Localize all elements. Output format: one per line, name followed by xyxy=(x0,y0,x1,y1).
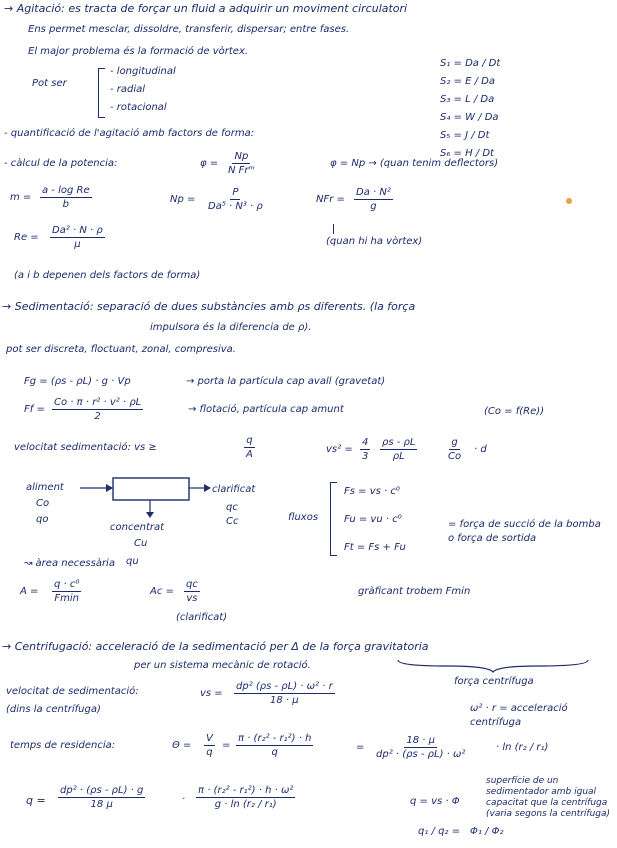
np-numerator: P xyxy=(232,187,239,198)
vs2-frac-a xyxy=(360,436,370,463)
vs-min-fraction xyxy=(244,434,255,461)
q-frac-b-num: π · (r₂² - r₁²) · h · ω² xyxy=(198,785,294,796)
phi-np-relation: φ = Np → (quan tenim deflectors) xyxy=(330,158,499,169)
cc-label: Cc xyxy=(226,516,239,527)
phi-numerator: Np xyxy=(234,151,249,162)
accel-note: ω² · r = acceleració centrífuga xyxy=(470,703,568,728)
m-eq-lhs: m = xyxy=(10,192,32,203)
vs2-frac-a-den: 3 xyxy=(362,451,369,462)
a-fraction xyxy=(52,578,81,605)
vs2-frac-c xyxy=(446,436,463,463)
vs2-eq-lhs: vs² = xyxy=(326,444,353,455)
theta-frac-c-num: 18 · μ xyxy=(406,735,436,746)
succio-note: = força de succió de la bomba o força de sortida xyxy=(448,519,601,544)
centrifugacio-line2: per un sistema mecànic de rotació. xyxy=(134,660,311,671)
theta-eq-sign-2: = xyxy=(356,742,365,753)
theta-tail: · ln (r₂ / r₁) xyxy=(496,742,549,753)
vs2-tail: · d xyxy=(474,444,487,455)
forca-centrifuga-label: força centrífuga xyxy=(454,676,534,687)
theta-frac-b-den: q xyxy=(271,747,278,758)
ff-denominator: 2 xyxy=(94,411,101,422)
temps-residencia-label: temps de residencia: xyxy=(10,740,116,751)
superficie-note: superfície de un sedimentador amb igual capacitat que la centrífuga (varia segons la centrífuga) xyxy=(486,776,611,819)
centr-vs-denominator: 18 · μ xyxy=(270,695,299,706)
clarificat-note: (clarificat) xyxy=(176,612,228,623)
centrifugal-force-brace xyxy=(398,660,598,672)
theta-frac-c-den: dp² · (ρs - ρL) · ω² xyxy=(376,749,466,760)
np-eq-lhs: Np = xyxy=(170,194,196,205)
type-radial: - radial xyxy=(110,84,146,95)
ff-numerator: Co · π · r² · v² · ρL xyxy=(54,397,142,408)
a-numerator: q · c⁰ xyxy=(54,579,80,590)
q-lhs: q = xyxy=(26,794,46,807)
ff-eq-lhs: Ff = xyxy=(24,404,45,415)
fs-equation: Fs = vs · c⁰ xyxy=(344,486,400,497)
shape-factor-s5: S₅ = J / Dt xyxy=(440,130,490,141)
types-bracket xyxy=(98,68,105,118)
quantificacio-line: - quantificació de l'agitació amb factors de forma: xyxy=(4,128,255,139)
concentrat-label: concentrat xyxy=(110,522,165,533)
shape-factor-s1: S₁ = Da / Dt xyxy=(440,58,501,69)
np-denominator: Da⁵ · N³ · ρ xyxy=(208,201,263,212)
re-denominator: μ xyxy=(74,239,81,250)
vortex-note: (quan hi ha vòrtex) xyxy=(326,236,423,247)
highlight-dot xyxy=(566,198,572,204)
vs2-frac-b-num: ρs - ρL xyxy=(382,437,416,448)
fluxos-bracket xyxy=(330,482,337,556)
cu-label: Cu xyxy=(134,538,148,549)
clarificat-label: clarificat xyxy=(212,484,256,495)
re-numerator: Da² · N · ρ xyxy=(52,225,103,236)
centr-vs-fraction xyxy=(234,680,335,707)
ff-note: → flotació, partícula cap amunt xyxy=(188,404,344,415)
ratio-lhs: q₁ / q₂ = xyxy=(418,826,460,837)
shape-factor-s3: S₃ = L / Da xyxy=(440,94,495,105)
sedimentacio-line3: pot ser discreta, floctuant, zonal, compresiva. xyxy=(6,344,236,355)
centr-vs-numerator: dp² (ρs - ρL) · ω² · r xyxy=(236,681,333,692)
m-denominator: b xyxy=(62,199,69,210)
q-frac-a xyxy=(58,784,145,811)
vortex-tick xyxy=(333,224,334,234)
nfr-denominator: g xyxy=(370,201,377,212)
type-longitudinal: - longitudinal xyxy=(110,66,176,77)
velocitat-sed-label: velocitat sedimentació: vs ≥ xyxy=(14,442,157,453)
grafic-note: gràficant trobem Fmin xyxy=(358,586,471,597)
q-frac-b xyxy=(196,784,295,811)
vs2-frac-c-num: g xyxy=(451,437,458,448)
qu-label: qu xyxy=(126,556,139,567)
phi-fraction xyxy=(226,150,257,177)
q-frac-a-den: 18 μ xyxy=(90,799,113,810)
pot-ser-label: Pot ser xyxy=(32,78,67,89)
vs-min-numerator: q xyxy=(246,435,253,446)
centr-vel-sub: (dins la centrífuga) xyxy=(6,704,101,715)
q-sigma-eq: q = vs · Φ xyxy=(410,796,460,807)
ac-numerator: qc xyxy=(186,579,198,590)
ratio-rhs: Φ₁ / Φ₂ xyxy=(470,826,504,837)
vs2-frac-c-den: Co xyxy=(448,451,462,462)
shape-factor-s6: S₆ = H / Dt xyxy=(440,148,494,159)
qo-label: qo xyxy=(36,514,49,525)
fluxos-label: fluxos xyxy=(288,512,319,523)
theta-eq-sign: = xyxy=(222,740,231,751)
ft-equation: Ft = Fs + Fu xyxy=(344,542,406,553)
re-eq-lhs: Re = xyxy=(14,232,39,243)
nfr-numerator: Da · N² xyxy=(356,187,391,198)
phi-denominator: N Frᵐ xyxy=(228,165,255,176)
vs2-frac-a-num: 4 xyxy=(362,437,369,448)
shape-factor-s2: S₂ = E / Da xyxy=(440,76,495,87)
theta-frac-c xyxy=(374,734,467,761)
vs2-frac-b xyxy=(380,436,417,463)
sedimentacio-heading: → Sedimentació: separació de dues substàncies amb ρs diferents. (la força xyxy=(2,300,416,313)
agitacio-line2: Ens permet mesclar, dissoldre, transferir, dispersar; entre fases. xyxy=(28,24,350,35)
phi-eq-lhs: φ = xyxy=(200,158,219,169)
sedimentacio-line2: impulsora és la diferencia de ρ). xyxy=(150,322,312,333)
a-eq-lhs: A = xyxy=(20,586,39,597)
ab-note: (a i b depenen dels factors de forma) xyxy=(14,270,201,281)
qc-label: qc xyxy=(226,502,238,513)
aliment-label: aliment xyxy=(26,482,64,493)
centr-vel-label: velocitat de sedimentació: xyxy=(6,686,139,697)
agitacio-heading: → Agitació: es tracta de forçar un fluid a adquirir un moviment circulatori xyxy=(4,2,408,15)
centrifugacio-heading: → Centrifugació: acceleració de la sedimentació per Δ de la força gravitatoria xyxy=(2,640,429,653)
vs-min-denominator: A xyxy=(246,449,253,460)
q-times: · xyxy=(182,794,186,805)
np-fraction xyxy=(206,186,265,213)
centr-vs-lhs: vs = xyxy=(200,688,223,699)
m-fraction xyxy=(40,184,92,211)
fu-equation: Fu = vu · c⁰ xyxy=(344,514,402,525)
nfr-eq-lhs: NFr = xyxy=(316,194,345,205)
q-frac-a-num: dp² · (ρs - ρL) · g xyxy=(60,785,144,796)
shape-factor-s4: S₄ = W / Da xyxy=(440,112,499,123)
fg-equation: Fg = (ρs - ρL) · g · Vp xyxy=(24,376,131,387)
area-note: ↝ àrea necessària xyxy=(24,558,115,569)
theta-frac-a-den: q xyxy=(206,747,213,758)
theta-frac-b-num: π · (r₂² - r₁²) · h xyxy=(238,733,312,744)
a-denominator: Fmin xyxy=(54,593,79,604)
ac-denominator: vs xyxy=(186,593,198,604)
m-numerator: a - log Re xyxy=(42,185,90,196)
calcul-potencia-label: - càlcul de la potencia: xyxy=(4,158,118,169)
vs2-frac-b-den: ρL xyxy=(392,451,405,462)
q-frac-b-den: g · ln (r₂ / r₁) xyxy=(214,799,277,810)
re-fraction xyxy=(50,224,105,251)
theta-frac-b xyxy=(236,732,313,759)
ac-fraction xyxy=(184,578,200,605)
co-note: (Co = f(Re)) xyxy=(484,406,545,417)
ff-fraction xyxy=(52,396,143,423)
nfr-fraction xyxy=(354,186,393,213)
ac-eq-lhs: Ac = xyxy=(150,586,174,597)
theta-frac-a-num: V xyxy=(206,733,213,744)
fg-note: → porta la partícula cap avall (gravetat) xyxy=(186,376,386,387)
type-rotacional: - rotacional xyxy=(110,102,167,113)
theta-lhs: Θ = xyxy=(172,740,192,751)
theta-frac-a xyxy=(204,732,215,759)
co-label: Co xyxy=(36,498,50,509)
agitacio-line3: El major problema és la formació de vòrtex. xyxy=(28,46,249,57)
